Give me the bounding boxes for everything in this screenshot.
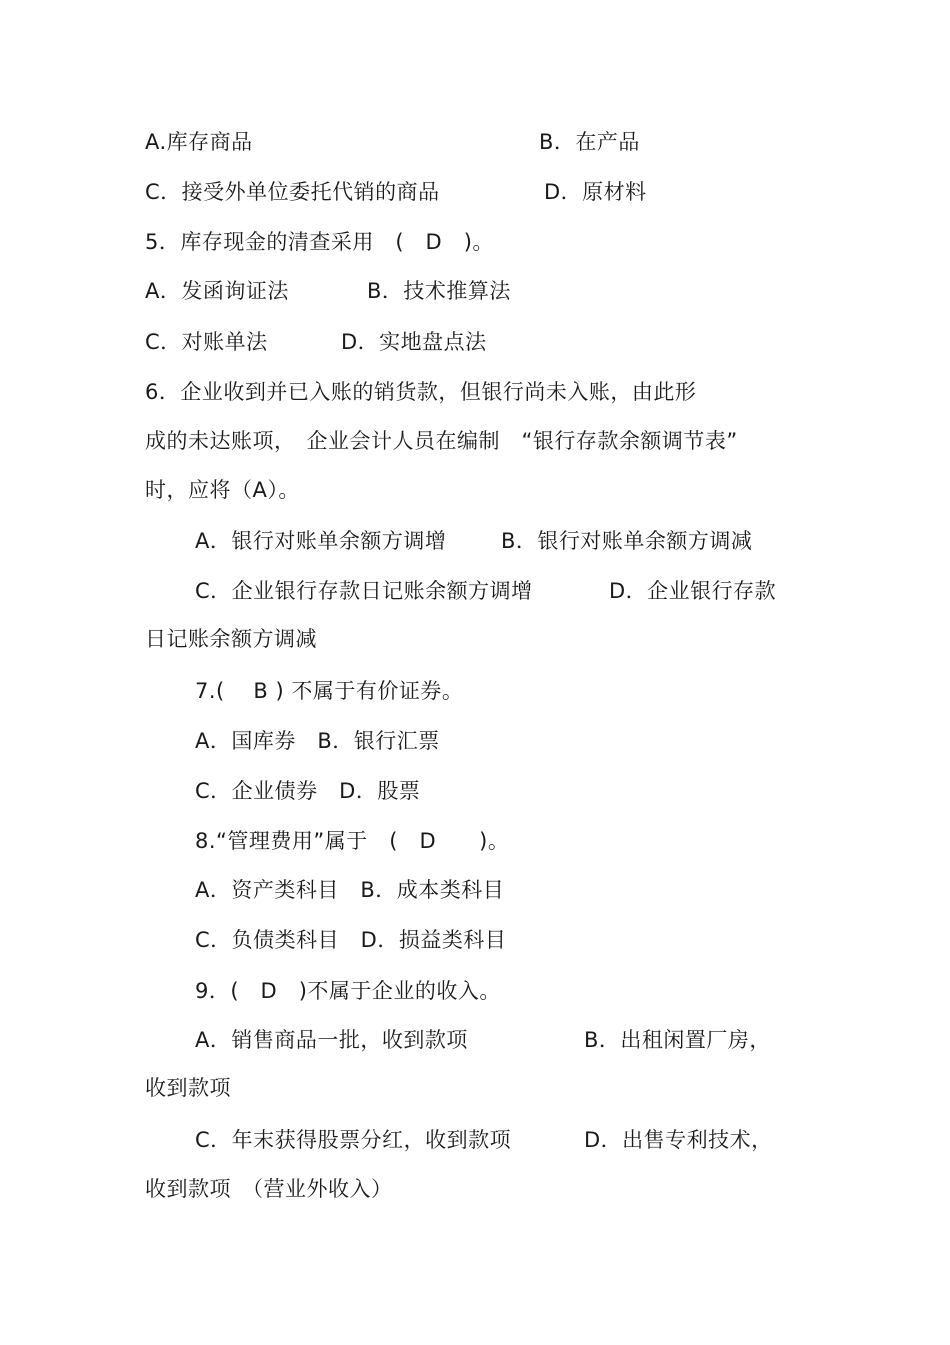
- option-c-q5: C．对账单法: [145, 330, 268, 354]
- option-a-q6: A．银行对账单余额方调增: [195, 529, 447, 553]
- question-7: 7.( B ) 不属于有价证券。: [195, 679, 464, 703]
- option-d-q9-cont: 收到款项 （营业外收入）: [145, 1177, 393, 1201]
- option-d-q5: D．实地盘点法: [341, 330, 487, 354]
- question-8: 8.“管理费用”属于 ( D )。: [195, 829, 510, 853]
- option-c-q9: C．年末获得股票分红，收到款项: [195, 1128, 512, 1152]
- option-d-q6-cont: 日记账余额方调减: [145, 627, 317, 651]
- options-ab-q7: A．国库券 B．银行汇票: [195, 729, 440, 753]
- option-d-q6: D．企业银行存款: [609, 579, 777, 603]
- option-c-q6: C．企业银行存款日记账余额方调增: [195, 579, 533, 603]
- options-cd-q7: C．企业债券 D．股票: [195, 779, 421, 803]
- option-c-q4: C．接受外单位委托代销的商品: [145, 180, 440, 204]
- option-b-q6: B．银行对账单余额方调减: [501, 529, 753, 553]
- option-d-q4: D．原材料: [544, 180, 647, 204]
- option-d-q9: D．出售专利技术，: [584, 1128, 773, 1152]
- option-a-q9: A．销售商品一批，收到款项: [195, 1028, 468, 1052]
- option-a-q5: A．发函询证法: [145, 279, 289, 303]
- option-b-q9-cont: 收到款项: [145, 1076, 231, 1100]
- options-ab-q8: A．资产类科目 B．成本类科目: [195, 878, 505, 902]
- option-a-q4: A.库存商品: [145, 130, 253, 154]
- question-6-line-1: 6．企业收到并已入账的销货款，但银行尚未入账，由此形: [145, 380, 697, 404]
- question-9: 9．( D )不属于企业的收入。: [195, 979, 501, 1003]
- question-6-line-2: 成的未达账项， 企业会计人员在编制 “银行存款余额调节表”: [145, 429, 738, 453]
- question-5: 5．库存现金的清查采用 ( D )。: [145, 230, 494, 254]
- options-cd-q8: C．负债类科目 D．损益类科目: [195, 928, 507, 952]
- option-b-q4: B．在产品: [539, 130, 640, 154]
- question-6-line-3: 时，应将（A）。: [145, 478, 300, 502]
- option-b-q9: B．出租闲置厂房，: [584, 1028, 771, 1052]
- option-b-q5: B．技术推算法: [367, 279, 511, 303]
